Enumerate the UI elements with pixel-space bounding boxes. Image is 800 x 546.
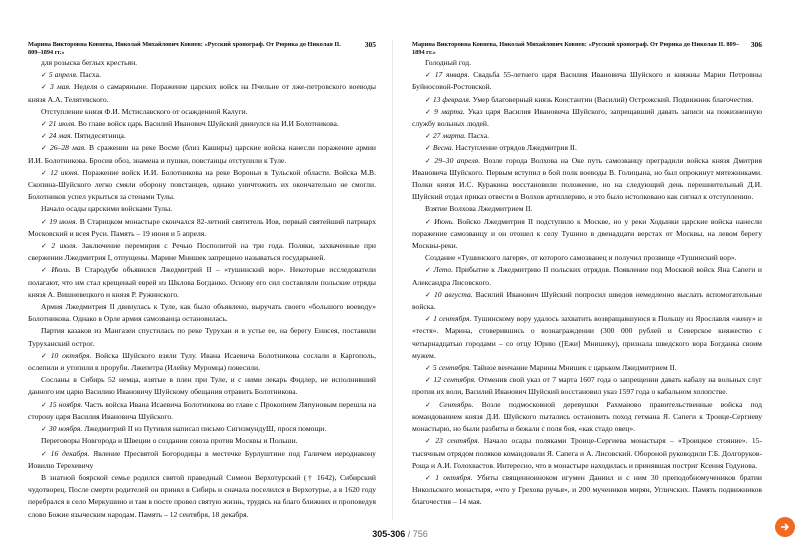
page-footer	[0, 528, 800, 546]
left-header-title: Марина Викторовна Ковнева, Николай Михайлович Ковнев: «Русский хронограф. От Рюрика до Николая II. 809–1894 гг.»	[28, 41, 341, 56]
checkmark-icon: ✓	[41, 425, 47, 434]
entry-date: 12 сентября.	[433, 375, 476, 385]
entry-date: 12 июня.	[50, 167, 80, 177]
entry-text: Тушинскому вору удалось захватить возвращавшуюся в Польшу из Ярославля «жену» и «тестя». Марина, стоверившись о вознаграждении (300 000 рублей и Северское княжество с четырнадцатью городами – со отцу Юрию ([Ежи] Мнишеку), признала шведского вора Богданка своим мужем.	[412, 314, 762, 360]
entry-text: В Стародубе объявился Лжедмитрий II – «тушинский вор». Некоторые исследователи полагают, что им стал крещеный еврей из Шклова Богданко. Основу его сил составляли польские отряды князя А. Вишневецкого и князя Р. Ружинского.	[28, 265, 376, 299]
chronicle-entry	[412, 374, 762, 398]
entry-date: 24 мая.	[48, 131, 73, 141]
entry-text: Наступление отрядов Лжедмитрия II.	[453, 143, 577, 153]
chronicle-entry	[412, 216, 762, 253]
chronicle-entry	[28, 374, 376, 398]
entry-text: Поражение войск И.И. Болотникова на реке Вороньи в Тульской области. Войска М.В. Скопина-Шуйского легко смяли оборону повстанцев, однако уничтожить их окончательно не смогли. Болотников успел укрыться за стенами Тулы.	[28, 167, 376, 202]
checkmark-icon: ✓	[41, 266, 50, 275]
entry-date: 1 сентября.	[433, 314, 472, 324]
entry-date: Сентябрь.	[439, 399, 474, 409]
checkmark-icon: ✓	[425, 376, 432, 385]
entry-date: Весна.	[432, 143, 454, 153]
chronicle-entry	[28, 301, 376, 325]
entry-date: 1 октября.	[435, 472, 473, 482]
checkmark-icon: ✓	[425, 290, 432, 299]
entry-date: 2 июля.	[51, 241, 78, 251]
entry-text: Взятие Волхова Лжедмитрием II.	[425, 204, 533, 214]
right-page-body	[412, 57, 762, 509]
chronicle-entry	[28, 130, 376, 142]
chronicle-entry	[412, 252, 762, 264]
entry-text: Возле города Волхова на Оке путь самозванцу преградили войска князя Дмитрия Ивановича Шуйского. Первым вступил в бой полк воеводы В. Голицына, но был опрокинут мятежниками. Полки князя И.С. Куракина восстановили положение, но на следующий день перешнительный Д.И. Шуйский отдал приказ отвести в Волхов артиллерию, и это было истолковано как сигнал к отступлению.	[412, 155, 762, 202]
chronicle-entry	[412, 130, 762, 142]
checkmark-icon: ✓	[425, 71, 433, 80]
checkmark-icon: ✓	[425, 144, 431, 153]
entry-text: Указ царя Василия Ивановича Шуйского, запрещавший давать записи на пожизненную службу вольных людей.	[412, 106, 762, 129]
entry-text: Начало осады поляками Троице-Сергиева монастыря – «Троицкое стояние». 15-тысячным отрядом поляков командовали Я. Сапега и А. Лисовский. Обороной руководили Г.Б. Долгоруков-Роща и А.И. Голохвастов. Интересно, что в монастыре находилась и принявшая постриг Ксения Годунова.	[412, 436, 762, 470]
chronicle-entry	[412, 142, 762, 154]
chronicle-entry	[412, 106, 762, 130]
entry-date: 17 января.	[434, 70, 470, 80]
checkmark-icon: ✓	[41, 400, 48, 409]
entry-date: 29–30 апреля.	[434, 155, 481, 165]
entry-text: Явление Пресвятой Богородицы в местечке Бурлуштине под Галичем иеродиакону Иовилю Терехевичу	[28, 448, 376, 470]
right-running-header	[412, 41, 762, 57]
entry-text: В знатной боярской семье родился святой праведный Симеон Верхотурский († 1642), Сибирский чудотворец. После смерти родителей он принял в Сибирь и сначала поселился в Верхотурье, а в 1620 году перебрался в село Меркушино и там в посте провел святую жизнь, трудясь на благо ближних и проповедуя слово Божие языческим народам. Память – 12 сентября, 18 декабря.	[28, 472, 376, 519]
footer-total-pages: 756	[412, 529, 428, 539]
entry-text: Войска Шуйского взяли Тулу. Ивана Исаевича Болотникова сослали в Каргополь, ослепили и утопили в проруби. Лжепетра (Илейку Муромца) повесили.	[28, 350, 376, 373]
entry-text: Партия казаков из Мангазеи спустилась по реке Турухан и в устье ее, на берегу Енисея, поставили Туруханский острог.	[28, 326, 376, 348]
entry-text: Часть войска Ивана Исаевича Болотникова во главе с Прокопием Ляпуновым перешла на сторону царя Василия Ивановича Шуйского.	[28, 399, 376, 421]
chronicle-entry	[28, 57, 376, 69]
entry-date: 13 февраля.	[432, 94, 471, 104]
entry-text: для розыска беглых крестьян.	[41, 58, 138, 67]
footer-page-range: 305-306	[372, 529, 406, 539]
entry-date: Лето.	[433, 265, 454, 275]
checkmark-icon: ✓	[425, 107, 433, 116]
entry-date: 10 августа.	[433, 289, 473, 299]
chronicle-entry	[412, 69, 762, 93]
checkmark-icon: ✓	[425, 473, 434, 482]
next-page-button[interactable]	[775, 517, 795, 537]
chronicle-entry	[412, 94, 762, 106]
footer-separator: /	[405, 529, 413, 539]
chronicle-entry	[28, 69, 376, 81]
checkmark-icon: ✓	[425, 217, 433, 226]
checkmark-icon: ✓	[425, 132, 431, 141]
entry-text: В сражении на реке Восме (близ Каширы) царские войска нанесли поражение армии И.И. Болотникова. Бросив обоз, знамена и пушки, повстанцы отступили к Туле.	[28, 143, 376, 165]
left-page-body	[28, 57, 376, 521]
entry-text: Отменив свой указ от 7 марта 1607 года о запрещении давать кабалу на вольных слуг против их воли, Василий Иванович Шуйский восстановил указ 1597 года о кабальном холопстве.	[412, 375, 762, 397]
entry-date: 9 марта.	[434, 106, 465, 116]
checkmark-icon: ✓	[41, 120, 47, 129]
entry-text: Василий Иванович Шуйский попросил шведов немедленно выслать вспомогательные войска.	[412, 289, 762, 312]
entry-date: 15 ноября.	[49, 399, 83, 409]
chronicle-entry	[412, 472, 762, 509]
entry-text: Прибытие к Лжедмитрию II польских отрядов. Появление под Москвой войск Яна Сапеги и Александра Лисовского.	[412, 265, 762, 287]
checkmark-icon: ✓	[425, 364, 431, 373]
checkmark-icon: ✓	[41, 351, 49, 360]
entry-text: Тайное венчание Марины Мнишек с царьком Лжедмитрием II.	[471, 363, 677, 373]
chronicle-entry	[412, 155, 762, 204]
entry-date: Июнь.	[434, 216, 455, 226]
chronicle-entry	[28, 142, 376, 166]
checkmark-icon: ✓	[41, 449, 49, 458]
entry-text: Лжедмитрий II из Путивля написал письмо СигизмундуШ, прося помощи.	[82, 424, 327, 434]
entry-text: Начало осады царскими войсками Тулы.	[41, 204, 173, 214]
chronicle-entry	[28, 203, 376, 215]
chronicle-entry	[28, 399, 376, 423]
right-header-title: Марина Викторовна Ковнева, Николай Михайлович Ковнев: «Русский хронограф. От Рюрика до Николая II. 809–1894 гг.»	[412, 41, 739, 56]
entry-text: Отступление князя Ф.И. Мстиславского от осажденной Калуги.	[41, 106, 248, 116]
checkmark-icon: ✓	[41, 83, 49, 92]
checkmark-icon: ✓	[425, 156, 433, 165]
entry-text: Заключение перемирия с Речью Посполитой на три года. Поляки, захваченные при свержении Лжедмитрия I, отпущены. Марине Мнишек запрещено называться государыней.	[28, 241, 376, 263]
entry-text: Войско Лжедмитрия II подступило к Москве, но у реки Ходынки царские войска нанесли поражение самозванцу и он отошел к селу Тушино в двенадцати верстах от Москвы, на левом берегу Москвы-реки.	[412, 216, 762, 251]
chronicle-entry	[412, 435, 762, 472]
right-page-number: 306	[750, 40, 762, 49]
checkmark-icon: ✓	[41, 242, 50, 251]
entry-text: Во главе войск царь Василий Иванович Шуйский двинулся на И.И Болотникова.	[76, 119, 339, 129]
chronicle-entry	[28, 118, 376, 130]
checkmark-icon: ✓	[41, 217, 48, 226]
entry-date: 27 марта.	[432, 131, 466, 141]
entry-text: Пятидесятница.	[72, 131, 126, 141]
chronicle-entry	[28, 216, 376, 240]
chronicle-entry	[28, 264, 376, 301]
entry-text: Неделя о самаряныне. Поражение царских войск на Пчельне от лже-петровского воеводы князя А.А. Телятевского.	[28, 82, 376, 104]
chronicle-entry	[412, 362, 762, 374]
checkmark-icon: ✓	[425, 315, 432, 324]
entry-date: 26–28 мая.	[49, 143, 87, 153]
entry-date: 21 июля.	[48, 119, 77, 129]
checkmark-icon: ✓	[425, 400, 438, 409]
entry-text: Армия Лжедмитрия II двинулась к Туле, как было объявлено, выручать своего «большого воеводу» Болотникова. Однако в Орле армия самозванца остановилась.	[28, 302, 376, 324]
chronicle-entry	[412, 203, 762, 215]
entry-date: 16 декабря.	[50, 448, 90, 458]
chronicle-entry	[412, 399, 762, 436]
chronicle-entry	[28, 435, 376, 447]
entry-text: Пасха.	[465, 131, 489, 141]
checkmark-icon: ✓	[425, 95, 431, 104]
entry-date: 19 июня.	[49, 216, 78, 226]
chronicle-entry	[28, 325, 376, 349]
entry-date: Июль.	[51, 265, 71, 275]
checkmark-icon: ✓	[41, 144, 48, 153]
checkmark-icon: ✓	[41, 132, 47, 141]
checkmark-icon: ✓	[41, 71, 47, 80]
entry-text: Сосланы в Сибирь 52 немца, взятые в плен при Туле, и с ними лекарь Фидлер, не исполнивший данного им царю Василию Ивановичу Шуйскому обещания отравить Болотникова.	[28, 375, 376, 397]
entry-date: 3 мая.	[50, 82, 71, 92]
left-running-header	[28, 41, 376, 57]
entry-text: Убиты священноиноком игумен Даниил и с ним 30 преподобномучеников братии Никольского монастыря, «что у Грехова ручья», и 200 мучеников мирян, Угличских. Память подвижников благочестия – 14 мая.	[412, 472, 762, 507]
entry-text: Умер благоверный князь Константин (Василий) Острожский. Подвижник благочестия.	[470, 94, 754, 104]
chronicle-entry	[28, 472, 376, 521]
arrow-right-icon	[779, 521, 791, 533]
checkmark-icon: ✓	[41, 168, 49, 177]
chronicle-entry	[28, 167, 376, 204]
chronicle-entry	[412, 57, 762, 69]
entry-date: 5 сентября.	[432, 363, 472, 373]
checkmark-icon: ✓	[425, 266, 432, 275]
checkmark-icon: ✓	[425, 437, 434, 446]
entry-text: Свадьба 55-летнего царя Василия Ивановича Шуйского и княжны Марии Петровны Буйносовой-Ростовской.	[412, 70, 762, 92]
chronicle-entry	[28, 81, 376, 105]
entry-date: 5 апреля.	[48, 70, 78, 80]
entry-text: Возле подмосковной деревушки Рахманово правительственные войска под командованием князя Д.И. Шуйского пытались остановить поход гетмана Я. Сапеги к Троице-Сергиеву монастырю, но были разбиты и бежали с поля боя, «как стадо овец».	[412, 399, 762, 434]
chronicle-entry	[412, 313, 762, 362]
entry-text: Голодный год.	[425, 58, 472, 67]
chronicle-entry	[412, 264, 762, 288]
entry-text: Пасха.	[77, 70, 101, 80]
chronicle-entry	[28, 240, 376, 264]
entry-date: 30 ноября.	[48, 424, 83, 434]
entry-date: 23 сентября.	[435, 436, 480, 446]
left-page-number: 305	[364, 40, 376, 49]
right-page	[412, 0, 762, 528]
entry-text: Переговоры Новгорода и Швеции о создании союза против Москвы и Польши.	[41, 436, 298, 446]
chronicle-entry	[28, 423, 376, 435]
chronicle-entry	[28, 448, 376, 472]
entry-text: Создание «Тушинского лагеря», от которого самозванец и получил прозвище «Тушинский вор».	[425, 253, 737, 263]
entry-text: В Старицком монастыре скончался 82-летний святитель Иов, первый святейший патриарх Московский и всея Руси. Память – 19 июня и 5 апреля.	[28, 216, 376, 238]
chronicle-entry	[28, 350, 376, 374]
entry-date: 10 октября.	[50, 350, 92, 360]
left-page	[28, 0, 376, 528]
page-gutter	[392, 40, 393, 520]
chronicle-entry	[28, 106, 376, 118]
chronicle-entry	[412, 289, 762, 313]
